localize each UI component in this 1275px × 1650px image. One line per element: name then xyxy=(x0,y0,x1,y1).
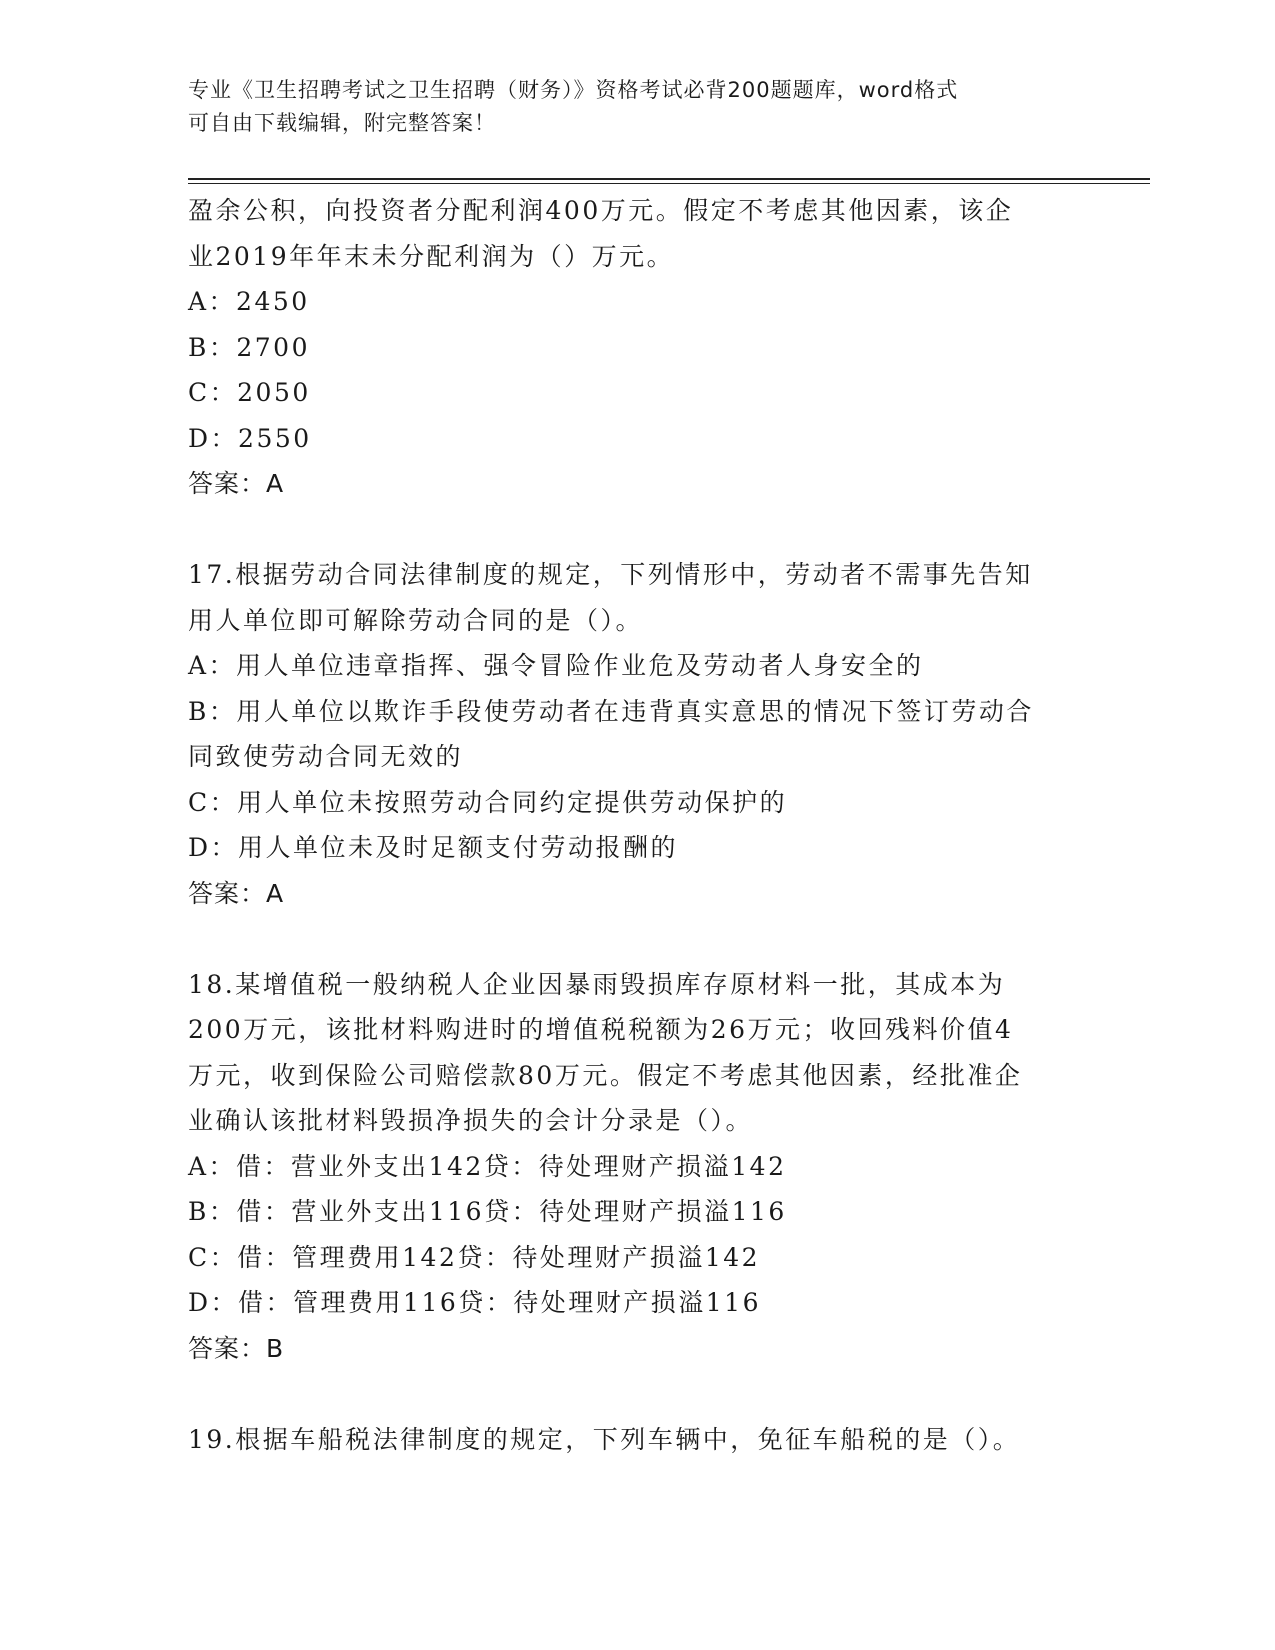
option-d: D：2550 xyxy=(188,423,312,453)
question-stem-line: 18.某增值税一般纳税人企业因暴雨毁损库存原材料一批，其成本为 xyxy=(188,969,1006,999)
spacer xyxy=(188,916,1088,962)
option-a: A：2450 xyxy=(188,287,310,316)
option-c: C：用人单位未按照劳动合同约定提供劳动保护的 xyxy=(188,787,788,817)
answer-line: 答案：A xyxy=(188,878,285,908)
question-stem-line: 17.根据劳动合同法律制度的规定，下列情形中，劳动者不需事先告知 xyxy=(188,560,1033,589)
question-stem-line: 200万元，该批材料购进时的增值税税额为26万元；收回残料价值4 xyxy=(188,1015,1014,1044)
document-header xyxy=(188,74,1088,140)
option-d: D：用人单位未及时足额支付劳动报酬的 xyxy=(188,833,679,862)
question-16 xyxy=(188,188,1088,507)
option-b: B：2700 xyxy=(188,332,310,362)
question-stem-line: 19.根据车船税法律制度的规定，下列车辆中，免征车船税的是（）。 xyxy=(188,1424,1021,1454)
header-divider-thin xyxy=(188,183,1150,184)
option-d: D：借：管理费用116贷：待处理财产损溢116 xyxy=(188,1288,761,1317)
option-b: B：借：营业外支出116贷：待处理财产损溢116 xyxy=(188,1197,787,1226)
question-stem-line: 用人单位即可解除劳动合同的是（）。 xyxy=(188,605,644,635)
option-b-continued: 同致使劳动合同无效的 xyxy=(188,742,464,771)
option-a: A：用人单位违章指挥、强令冒险作业危及劳动者人身安全的 xyxy=(188,651,924,680)
answer-line: 答案：B xyxy=(188,1333,285,1363)
question-stem-line: 万元，收到保险公司赔偿款80万元。假定不考虑其他因素，经批准企 xyxy=(188,1060,1023,1090)
spacer xyxy=(188,1371,1088,1417)
header-divider-thick xyxy=(188,178,1150,180)
option-c: C：2050 xyxy=(188,378,311,407)
option-a: A：借：营业外支出142贷：待处理财产损溢142 xyxy=(188,1151,787,1181)
question-19 xyxy=(188,1417,1088,1463)
spacer xyxy=(188,507,1088,553)
question-stem-line: 业2019年年末未分配利润为（）万元。 xyxy=(188,241,675,271)
question-stem-line: 业确认该批材料毁损净损失的会计分录是（）。 xyxy=(188,1106,754,1135)
header-line-1: 专业《卫生招聘考试之卫生招聘（财务）》资格考试必背200题题库，word格式 xyxy=(188,78,959,102)
header-line-2: 可自由下载编辑，附完整答案！ xyxy=(188,111,496,135)
document-body xyxy=(188,188,1088,1462)
option-b: B：用人单位以欺诈手段使劳动者在违背真实意思的情况下签订劳动合 xyxy=(188,696,1034,726)
question-17 xyxy=(188,552,1088,916)
question-stem-line: 盈余公积，向投资者分配利润400万元。假定不考虑其他因素，该企 xyxy=(188,196,1014,225)
question-18 xyxy=(188,962,1088,1372)
answer-line: 答案：A xyxy=(188,469,285,498)
option-c: C：借：管理费用142贷：待处理财产损溢142 xyxy=(188,1242,761,1272)
